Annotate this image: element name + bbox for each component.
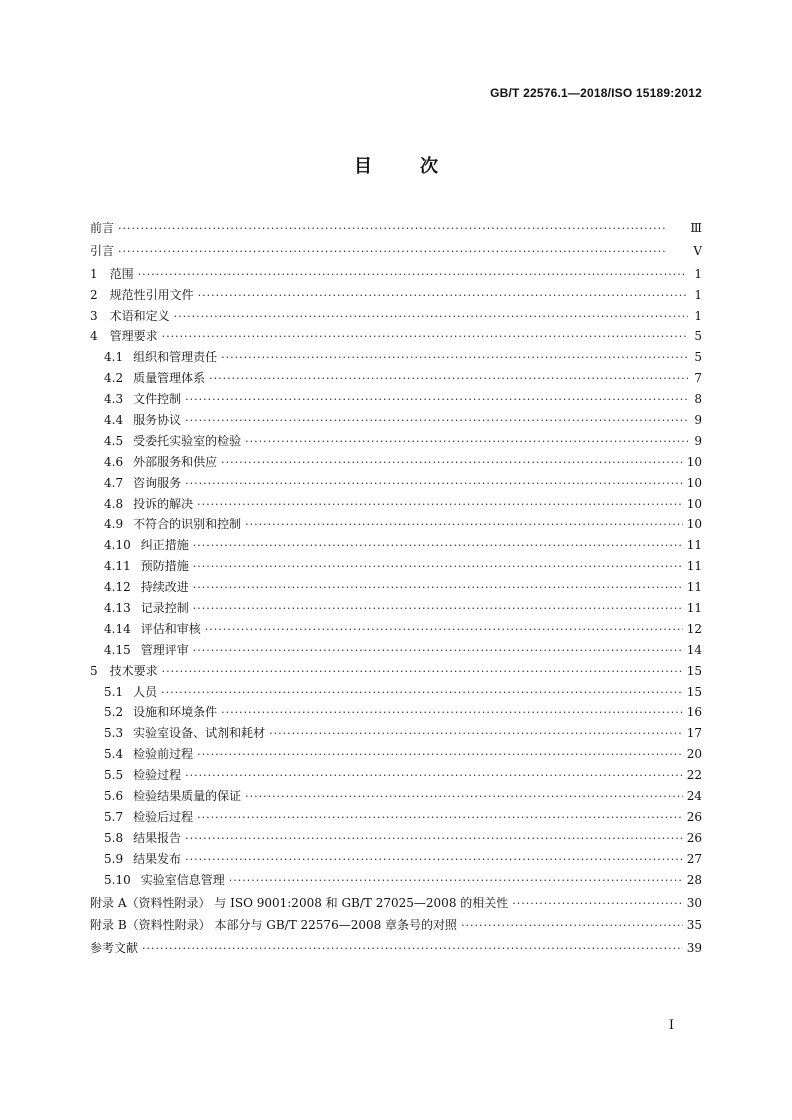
toc-leader-dots — [197, 495, 683, 516]
toc-entry-page: 11 — [686, 601, 702, 616]
toc-leader-dots — [229, 871, 683, 892]
toc-entry-label: 结果报告 — [133, 830, 182, 845]
toc-entry-page: 11 — [686, 559, 702, 574]
toc-entry-page: 20 — [686, 747, 702, 762]
toc-leader-dots — [193, 578, 683, 599]
toc-entry-number: 5.8 — [104, 830, 124, 845]
toc-entry-page: 10 — [686, 496, 702, 511]
toc-entry[interactable] — [90, 285, 702, 306]
toc-entry-label: 实验室信息管理 — [140, 872, 225, 887]
toc-entry-number: 4.14 — [104, 621, 131, 636]
toc-leader-dots — [161, 683, 683, 704]
toc-entry[interactable] — [90, 389, 702, 410]
toc-entry-label: 人员 — [133, 684, 158, 699]
toc-leader-dots — [209, 369, 688, 390]
toc-entry-page: 24 — [686, 789, 702, 804]
toc-entry-label: 引言 — [90, 243, 115, 258]
toc-entry-page: 30 — [686, 895, 702, 910]
toc-entry-label: 检验结果质量的保证 — [133, 789, 242, 804]
toc-entry-page: 10 — [686, 517, 702, 532]
toc-leader-dots — [245, 515, 683, 536]
table-of-contents — [90, 216, 702, 961]
toc-entry-label: 检验过程 — [133, 768, 182, 783]
toc-entry[interactable] — [90, 218, 702, 239]
toc-entry-label: 不符合的识别和控制 — [133, 517, 242, 532]
toc-entry[interactable] — [90, 682, 702, 703]
toc-entry-page: Ⅴ — [693, 243, 702, 258]
toc-leader-dots — [138, 265, 688, 286]
toc-leader-dots — [162, 327, 688, 348]
toc-entry[interactable] — [90, 494, 702, 515]
toc-leader-dots — [185, 829, 683, 850]
toc-entry-label: 规范性引用文件 — [109, 287, 194, 302]
toc-entry[interactable] — [90, 702, 702, 723]
toc-entry-label: 附录 B（资料性附录） 本部分与 GB/T 22576—2008 章条号的对照 — [90, 918, 458, 933]
standard-code: GB/T 22576.1—2018/ISO 15189:2012 — [490, 86, 702, 100]
toc-entry-number: 4.8 — [104, 496, 124, 511]
toc-entry-label: 术语和定义 — [109, 308, 170, 323]
page-title — [0, 152, 792, 178]
toc-entry-label: 质量管理体系 — [133, 371, 206, 386]
toc-entry[interactable] — [90, 828, 702, 849]
toc-entry[interactable] — [90, 807, 702, 828]
toc-entry-label: 文件控制 — [133, 392, 182, 407]
toc-entry[interactable] — [90, 241, 702, 262]
toc-entry-page: 11 — [686, 538, 702, 553]
toc-leader-dots — [118, 242, 688, 263]
toc-leader-dots — [118, 219, 686, 240]
toc-entry-label: 检验前过程 — [133, 747, 194, 762]
toc-leader-dots — [461, 916, 683, 937]
toc-entry-label: 评估和审核 — [140, 621, 201, 636]
toc-entry-page: 27 — [686, 851, 702, 866]
toc-leader-dots — [185, 474, 683, 495]
toc-leader-dots — [174, 307, 688, 328]
toc-entry-number: 4.1 — [104, 350, 124, 365]
toc-leader-dots — [193, 599, 683, 620]
toc-entry-number: 4.3 — [104, 392, 124, 407]
toc-entry-number: 5.3 — [104, 726, 124, 741]
toc-entry-label: 纠正措施 — [140, 538, 189, 553]
toc-entry[interactable] — [90, 744, 702, 765]
toc-entry-number: 4.5 — [104, 433, 124, 448]
toc-entry[interactable] — [90, 326, 702, 347]
toc-leader-dots — [221, 453, 683, 474]
toc-entry-label: 附录 A（资料性附录） 与 ISO 9001:2008 和 GB/T 27025—2008 的相关性 — [90, 895, 509, 910]
toc-entry-label: 外部服务和供应 — [133, 454, 218, 469]
toc-entry-page: 5 — [694, 350, 702, 365]
toc-entry-page: 15 — [686, 684, 702, 699]
toc-entry-label: 组织和管理责任 — [133, 350, 218, 365]
toc-entry-number: 5.5 — [104, 768, 124, 783]
toc-entry-page: 39 — [686, 941, 702, 956]
toc-entry-label: 实验室设备、试剂和耗材 — [133, 726, 266, 741]
toc-entry-number: 1 — [90, 266, 98, 281]
toc-entry-page: Ⅲ — [690, 221, 702, 235]
toc-entry-number: 4.2 — [104, 371, 124, 386]
toc-entry[interactable] — [90, 640, 702, 661]
toc-entry-number: 5.1 — [104, 684, 124, 699]
toc-entry-page: 17 — [686, 726, 702, 741]
toc-entry-number: 5.2 — [104, 705, 124, 720]
toc-entry[interactable] — [90, 765, 702, 786]
toc-leader-dots — [185, 766, 683, 787]
toc-entry[interactable] — [90, 893, 702, 914]
toc-entry[interactable] — [90, 556, 702, 577]
toc-leader-dots — [221, 703, 683, 724]
toc-entry[interactable] — [90, 368, 702, 389]
toc-entry[interactable] — [90, 535, 702, 556]
toc-entry-number: 5.4 — [104, 747, 124, 762]
toc-entry-number: 4.7 — [104, 475, 124, 490]
toc-entry-number: 4.9 — [104, 517, 124, 532]
toc-entry-number: 5.6 — [104, 789, 124, 804]
toc-entry-number: 4 — [90, 329, 98, 344]
toc-leader-dots — [269, 724, 683, 745]
toc-leader-dots — [185, 411, 688, 432]
toc-entry-page: 26 — [686, 830, 702, 845]
toc-entry-number: 2 — [90, 287, 98, 302]
toc-entry-label: 记录控制 — [140, 601, 189, 616]
toc-entry-number: 4.15 — [104, 642, 131, 657]
toc-entry[interactable] — [90, 473, 702, 494]
toc-entry-page: 14 — [686, 642, 702, 657]
toc-leader-dots — [245, 787, 683, 808]
toc-leader-dots — [193, 536, 683, 557]
toc-entry-page: 5 — [694, 329, 702, 344]
toc-entry-label: 检验后过程 — [133, 809, 194, 824]
toc-entry-page: 16 — [686, 705, 702, 720]
toc-entry-page: 8 — [694, 392, 702, 407]
page-number: I — [668, 1018, 674, 1033]
toc-entry-label: 管理要求 — [109, 329, 158, 344]
toc-entry-label: 持续改进 — [140, 580, 189, 595]
toc-entry-number: 5 — [90, 663, 98, 678]
toc-leader-dots — [512, 894, 682, 915]
toc-entry-page: 26 — [686, 809, 702, 824]
toc-entry[interactable] — [90, 452, 702, 473]
toc-entry-label: 参考文献 — [90, 941, 139, 956]
toc-entry[interactable] — [90, 431, 702, 452]
toc-entry-page: 10 — [686, 454, 702, 469]
toc-entry-label: 前言 — [90, 221, 115, 235]
toc-entry-number: 4.11 — [104, 559, 131, 574]
toc-entry[interactable] — [90, 915, 702, 936]
toc-entry-page: 15 — [686, 663, 702, 678]
toc-entry-label: 预防措施 — [140, 559, 189, 574]
toc-entry-page: 22 — [686, 768, 702, 783]
toc-entry-number: 4.13 — [104, 601, 131, 616]
toc-entry-number: 5.10 — [104, 872, 131, 887]
toc-entry-page: 1 — [694, 308, 702, 323]
toc-entry-number: 4.10 — [104, 538, 131, 553]
toc-entry[interactable] — [90, 598, 702, 619]
toc-entry-page: 9 — [694, 433, 702, 448]
toc-entry-label: 服务协议 — [133, 413, 182, 428]
toc-entry[interactable] — [90, 938, 702, 959]
toc-entry-label: 结果发布 — [133, 851, 182, 866]
title-char-1: 目 — [354, 156, 372, 177]
toc-entry-label: 咨询服务 — [133, 475, 182, 490]
toc-entry-label: 设施和环境条件 — [133, 705, 218, 720]
toc-entry[interactable] — [90, 661, 702, 682]
toc-entry[interactable] — [90, 619, 702, 640]
toc-entry-page: 9 — [694, 413, 702, 428]
toc-entry-page: 12 — [686, 621, 702, 636]
toc-entry-number: 5.9 — [104, 851, 124, 866]
toc-entry[interactable] — [90, 264, 702, 285]
toc-leader-dots — [205, 620, 683, 641]
toc-leader-dots — [221, 348, 688, 369]
toc-entry[interactable] — [90, 870, 702, 891]
toc-entry[interactable] — [90, 410, 702, 431]
toc-entry-page: 35 — [686, 918, 702, 933]
toc-entry[interactable] — [90, 723, 702, 744]
toc-entry-page: 11 — [686, 580, 702, 595]
toc-entry-number: 4.12 — [104, 580, 131, 595]
toc-entry-label: 受委托实验室的检验 — [133, 433, 242, 448]
toc-entry-number: 4.4 — [104, 413, 124, 428]
toc-entry-page: 10 — [686, 475, 702, 490]
toc-entry[interactable] — [90, 849, 702, 870]
toc-leader-dots — [185, 850, 683, 871]
toc-leader-dots — [245, 432, 688, 453]
toc-entry-page: 7 — [694, 371, 702, 386]
toc-entry-page: 1 — [694, 287, 702, 302]
toc-leader-dots — [185, 390, 688, 411]
toc-leader-dots — [193, 557, 683, 578]
toc-entry-label: 管理评审 — [140, 642, 189, 657]
toc-leader-dots — [198, 286, 688, 307]
toc-leader-dots — [197, 808, 683, 829]
title-char-2: 次 — [420, 156, 438, 177]
toc-entry-page: 28 — [686, 872, 702, 887]
toc-leader-dots — [142, 939, 683, 960]
toc-entry[interactable] — [90, 347, 702, 368]
toc-leader-dots — [197, 745, 683, 766]
toc-entry-number: 4.6 — [104, 454, 124, 469]
toc-entry-number: 3 — [90, 308, 98, 323]
toc-entry-label: 范围 — [109, 266, 134, 281]
toc-entry[interactable] — [90, 514, 702, 535]
toc-entry[interactable] — [90, 306, 702, 327]
toc-entry[interactable] — [90, 577, 702, 598]
toc-entry-label: 技术要求 — [109, 663, 158, 678]
toc-entry-page: 1 — [694, 266, 702, 281]
toc-entry[interactable] — [90, 786, 702, 807]
toc-entry-label: 投诉的解决 — [133, 496, 194, 511]
toc-leader-dots — [162, 662, 683, 683]
toc-entry-number: 5.7 — [104, 809, 124, 824]
toc-leader-dots — [193, 641, 683, 662]
